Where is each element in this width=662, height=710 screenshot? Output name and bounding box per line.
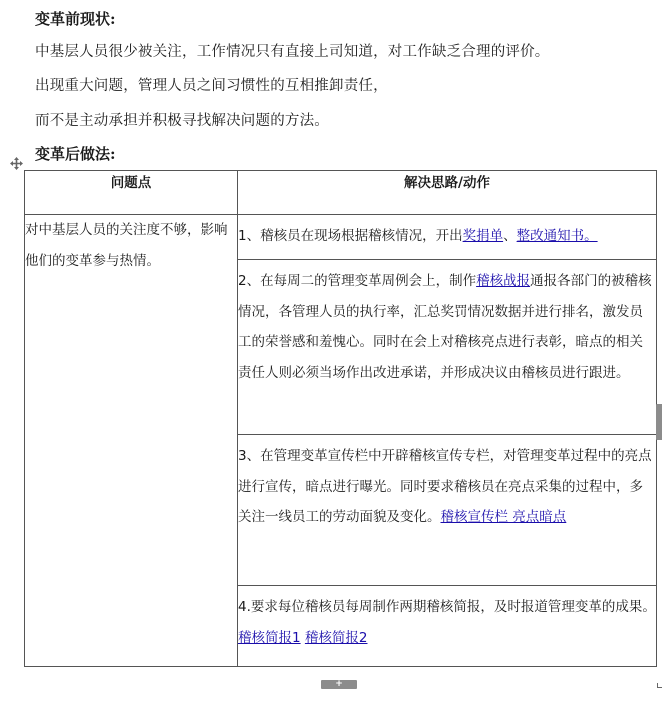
action-1-separator: 、	[503, 228, 517, 244]
action-cell-1	[238, 215, 657, 260]
table-move-icon[interactable]	[10, 157, 23, 170]
table-header-row	[25, 171, 657, 215]
audit-brief-2-link[interactable]: 稽核简报2	[304, 629, 368, 646]
before-line-2: 出现重大问题，管理人员之间习惯性的互相推卸责任，	[35, 78, 388, 94]
column-header-issue: 问题点	[25, 171, 238, 215]
audit-report-link[interactable]: 稽核战报	[476, 273, 531, 289]
before-heading: 变革前现状:	[35, 10, 116, 28]
action-2-text-end: 通报各部门的被稽核情况，各管理人员的执行率，汇总奖罚情况数据并进行排名，激发员工的荣誉感和羞愧心。同时在会上对稽核亮点进行表彰，暗点的相关责任人则必须当场作出改进承诺，并形成决议由稽核员进行跟进。	[238, 273, 652, 381]
action-3-text: 3、在管理变革宣传栏中开辟稽核宣传专栏，对管理变革过程中的亮点进行宣传，暗点进行曝光。同时要求稽核员在亮点采集的过程中，多关注一线员工的劳动面貌及变化。	[238, 448, 652, 525]
add-row-button[interactable]: +	[321, 680, 357, 689]
action-2-text-start: 2、在每周二的管理变革周例会上，制作	[238, 273, 477, 289]
add-column-handle[interactable]	[656, 404, 662, 440]
before-line-3: 而不是主动承担并积极寻找解决问题的方法。	[35, 113, 329, 129]
change-table	[24, 170, 657, 667]
table-resize-handle[interactable]	[657, 683, 662, 688]
issue-cell	[25, 215, 238, 667]
action-4-text: 4.要求每位稽核员每周制作两期稽核简报，及时报道管理变革的成果。	[238, 599, 656, 615]
before-line-1: 中基层人员很少被关注，工作情况只有直接上司知道，对工作缺乏合理的评价。	[35, 44, 550, 60]
reward-penalty-form-link[interactable]: 奖捐单	[462, 228, 504, 244]
after-heading: 变革后做法:	[35, 145, 116, 163]
action-cell-4	[238, 586, 657, 667]
issue-text: 对中基层人员的关注度不够，影响他们的变革参与热情。	[25, 222, 228, 269]
action-cell-2	[238, 260, 657, 435]
table-row	[25, 215, 657, 260]
bulletin-board-link[interactable]: 稽核宣传栏 亮点暗点	[440, 509, 567, 525]
column-header-action: 解决思路/动作	[238, 171, 657, 215]
action-cell-3	[238, 435, 657, 586]
audit-brief-1-link[interactable]: 稽核简报1	[238, 629, 301, 646]
action-1-text: 1、稽核员在现场根据稽核情况，开出	[238, 228, 463, 244]
rectification-notice-link[interactable]: 整改通知书。	[516, 228, 598, 244]
